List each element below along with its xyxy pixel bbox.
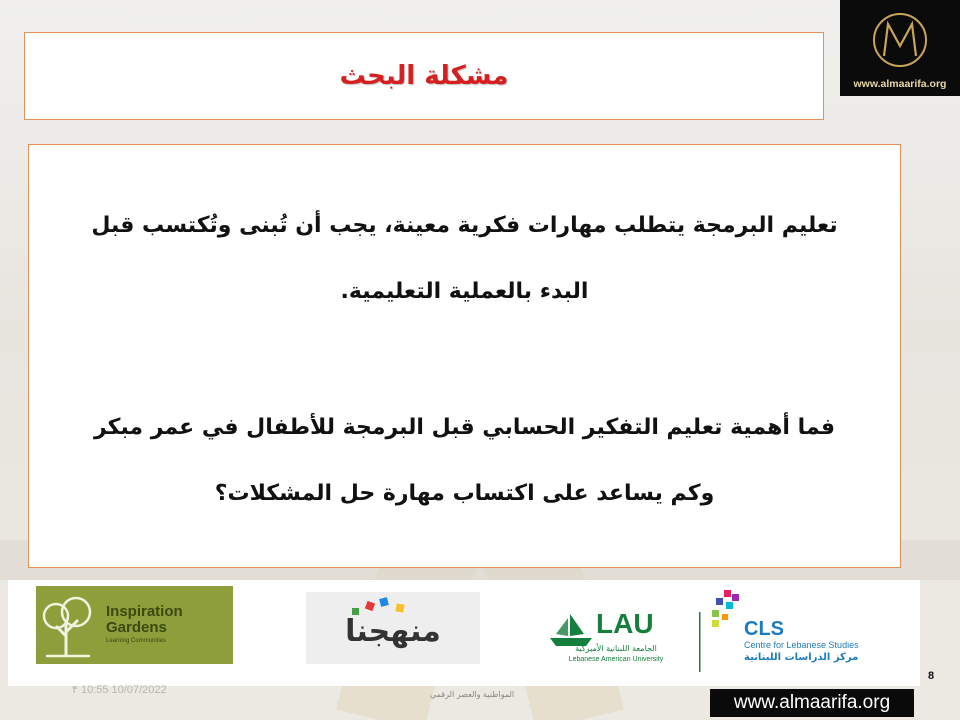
paragraph-1-line-2: البدء بالعملية التعليمية. (340, 279, 589, 304)
logo-url: www.almaarifa.org (853, 78, 947, 90)
colored-squares-icon (708, 590, 748, 638)
ship-icon (546, 608, 596, 648)
cls-arabic-name: مركز الدراسات اللبنانية (744, 652, 859, 663)
m-monogram-icon (840, 0, 960, 78)
manhajna-text: منهجنا (345, 614, 441, 649)
cls-english-name: Centre for Lebanese Studies (744, 640, 859, 650)
content-box (28, 144, 901, 568)
logo-divider (698, 612, 702, 672)
inspiration-gardens-logo (36, 586, 233, 664)
paragraph-2-line-2: وكم يساعد على اكتساب مهارة حل المشكلات؟ (214, 481, 715, 506)
title-box (24, 32, 824, 120)
inspiration-subtitle: Learning Communities (106, 638, 167, 644)
paragraph-2 (39, 395, 890, 527)
cls-logo (708, 590, 908, 670)
inspiration-line2: Gardens (106, 619, 167, 636)
paragraph-1-line-1: تعليم البرمجة يتطلب مهارات فكرية معينة، يجب أن تُبنى وتُكتسب قبل (91, 213, 838, 238)
partner-logos-strip (8, 580, 920, 686)
lau-english-name: Lebanese American University (568, 656, 664, 663)
bottom-url-banner: www.almaarifa.org (710, 689, 914, 717)
paragraph-2-line-1: فما أهمية تعليم التفكير الحسابي قبل البرمجة للأطفال في عمر مبكر (93, 415, 836, 440)
footer-text: المواطنية والعصر الرقمي (430, 690, 515, 699)
paragraph-1 (39, 193, 890, 325)
lau-logo (544, 604, 694, 666)
tree-icon (36, 586, 100, 664)
cls-abbrev: CLS (744, 618, 784, 640)
almaarifa-logo (840, 0, 960, 96)
inspiration-line1: Inspiration (106, 603, 183, 620)
lau-abbrev: LAU (596, 608, 654, 639)
page-number: 8 (928, 670, 935, 682)
lau-arabic-name: الجامعة اللبنانية الأميركية (575, 644, 657, 653)
slide-title: مشكلة البحث (339, 61, 509, 91)
slide-date: ۴ 10:55 10/07/2022 (72, 684, 167, 696)
manhajna-logo (306, 592, 480, 664)
